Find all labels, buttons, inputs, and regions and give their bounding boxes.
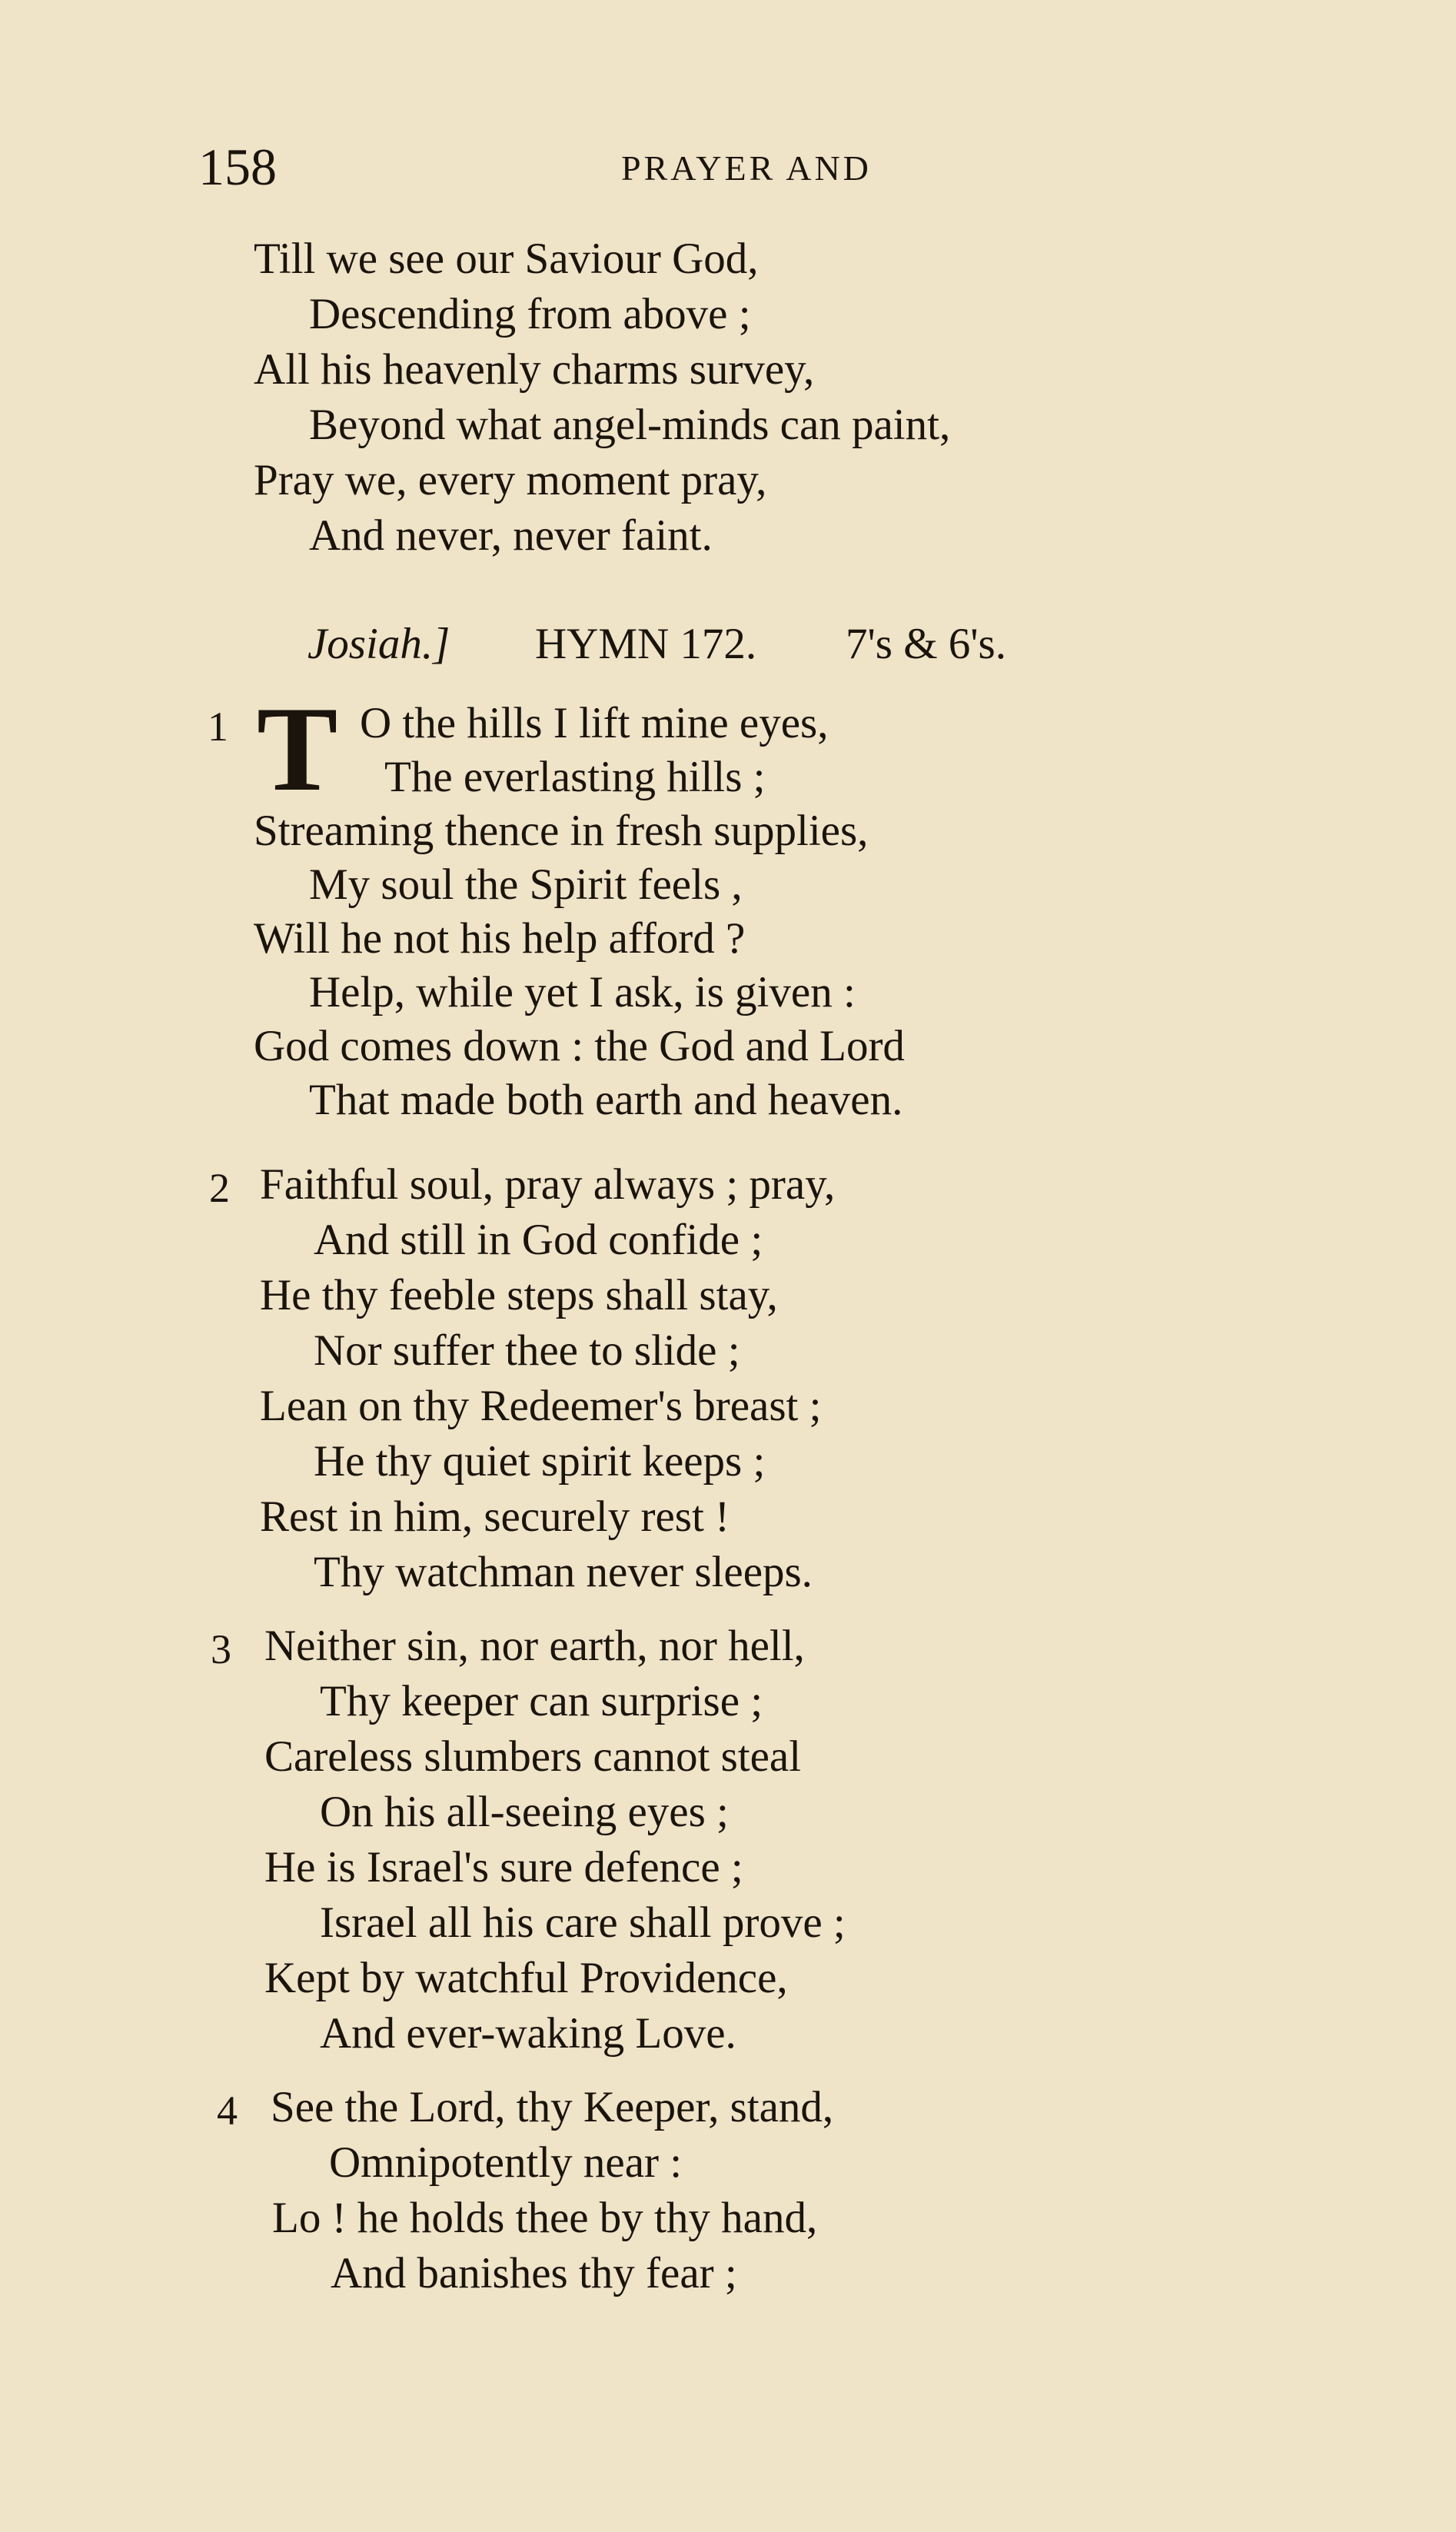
hymn-number: HYMN 172.: [535, 620, 757, 668]
verse-line: Lo ! he holds thee by thy hand,: [272, 2194, 818, 2242]
verse-line: Neither sin, nor earth, nor hell,: [264, 1622, 805, 1670]
verse-line: He thy feeble steps shall stay,: [260, 1271, 778, 1319]
hymn-heading: [307, 619, 1122, 673]
verse-line: And ever-waking Love.: [320, 2009, 736, 2058]
verse-line: See the Lord, thy Keeper, stand,: [271, 2083, 834, 2131]
verse-line: That made both earth and heaven.: [309, 1076, 903, 1124]
verse-number: 3: [211, 1626, 231, 1672]
verse-line: Kept by watchful Providence,: [264, 1954, 788, 2002]
verse-line: O the hills I lift mine eyes,: [360, 699, 829, 747]
verse-line: Lean on thy Redeemer's breast ;: [260, 1382, 822, 1430]
previous-stanza-line: And never, never faint.: [309, 511, 713, 560]
verse-line: And banishes thy fear ;: [331, 2249, 737, 2297]
page-header: [198, 137, 929, 198]
previous-stanza-line: Descending from above ;: [309, 290, 751, 338]
verse-line: Faithful soul, pray always ; pray,: [260, 1160, 836, 1209]
previous-stanza-line: Beyond what angel-minds can paint,: [309, 401, 951, 449]
verse-line: God comes down : the God and Lord: [254, 1022, 905, 1070]
verse-line: Omnipotently near :: [329, 2138, 683, 2187]
previous-stanza-line: All his heavenly charms survey,: [254, 345, 815, 394]
previous-stanza-line: Till we see our Saviour God,: [254, 235, 759, 283]
verse-line: Help, while yet I ask, is given :: [309, 968, 856, 1016]
verse-line: Will he not his help afford ?: [254, 914, 746, 963]
verse-line: He thy quiet spirit keeps ;: [314, 1437, 766, 1486]
running-head: PRAYER AND: [621, 148, 872, 188]
verse-line: Thy keeper can surprise ;: [320, 1677, 763, 1725]
page-number: 158: [198, 138, 277, 196]
verse-number: 2: [209, 1165, 230, 1211]
verse-line: Rest in him, securely rest !: [260, 1492, 730, 1541]
verse-number: 4: [217, 2088, 238, 2134]
hymn-meter: 7's & 6's.: [846, 620, 1006, 668]
verse-line: Streaming thence in fresh supplies,: [254, 807, 869, 855]
verse-line: Thy watchman never sleeps.: [314, 1548, 813, 1596]
verse-number: 1: [208, 704, 228, 750]
verse-line: My soul the Spirit feels ,: [309, 860, 743, 909]
verse-line: Careless slumbers cannot steal: [264, 1732, 802, 1781]
verse-line: And still in God confide ;: [314, 1216, 763, 1264]
verse-line: The everlasting hills ;: [384, 753, 766, 801]
verse-line: On his all-seeing eyes ;: [320, 1788, 729, 1836]
verse-line: Nor suffer thee to slide ;: [314, 1326, 740, 1375]
verse-line: He is Israel's sure defence ;: [264, 1843, 743, 1892]
tune-name: Josiah.]: [307, 620, 450, 668]
verse-line: Israel all his care shall prove ;: [320, 1898, 846, 1947]
previous-stanza-line: Pray we, every moment pray,: [254, 456, 767, 504]
drop-cap: T: [257, 682, 338, 817]
